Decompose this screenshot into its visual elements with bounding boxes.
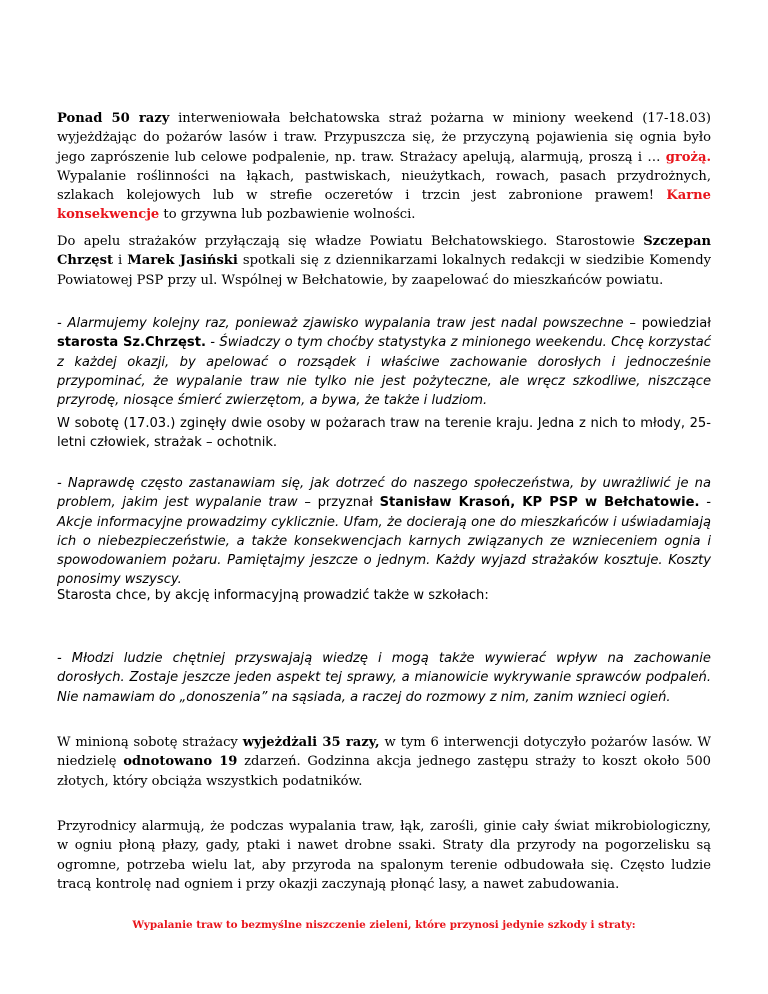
stat-bold: wyjeżdżali 35 razy, (242, 735, 380, 750)
text-run: Starosta chce, by akcję informacyjną prowadzić także w szkołach: (57, 588, 489, 603)
name-bold: starosta Sz.Chrzęst. (57, 335, 206, 351)
paragraph-quote-starosta (57, 314, 711, 410)
name-bold: Marek Jasiński (127, 253, 238, 269)
text-run: zdarzeń. Godzinna akcja jednego zastępu straży to koszt około 500 złotych, który obciąża wszystkich podatników. (57, 754, 711, 789)
quote-italic: - Akcje informacyjne prowadzimy cyklicznie. Ufam, że docierają one do mieszkańców i uświadamiają ich o niebezpieczeństwie, a także konsekwencjach karnych związanych ze wznieceniem ognia i spowodowaniem pożaru. Pamiętajmy jeszcze o jednym. Każdy wyjazd strażaków kosztuje. Koszty ponosimy wszyscy. (57, 495, 711, 588)
text-run: Przyrodnicy alarmują, że podczas wypalania traw, łąk, zarośli, ginie cały świat mikrobiologiczny, w ogniu płoną płazy, gady, ptaki i nawet drobne ssaki. Straty dla przyrody na pogorzelisku są ogromne, potrzeba wielu lat, aby przyroda na spalonym terenie odbudowała się. Często ludzie tracą kontrolę nad ogniem i przy okazji zaczynają płonąć lasy, a nawet zabudowania. (57, 819, 711, 892)
text-run: to grzywna lub pozbawienie wolności. (159, 207, 416, 223)
quote-italic: - Młodzi ludzie chętniej przyswajają wiedzę i mogą także wywierać wpływ na zachowanie dorosłych. Zostaje jeszcze jeden aspekt tej sprawy, a mianowicie wykrywanie sprawców podpaleń. Nie namawiam do „donoszenia” na sąsiada, a raczej do rozmowy z nim, zanim wznieci ogień. (57, 651, 711, 705)
quote-italic: - Alarmujemy kolejny raz, ponieważ zjawisko wypalania traw jest nadal powszechne (57, 316, 624, 331)
paragraph-quote-youth (57, 649, 711, 707)
quote-italic: - Świadczy o tym choćby statystyka z minionego weekendu. Chcę korzystać z każdej okazji, by apelować o rozsądek i właściwe zachowanie dorosłych i jednocześnie przypominać, że wypalanie traw nie tylko nie jest pożyteczne, ale wręcz szkodliwe, niszczące przyrodę, niosące śmierć zwierzętom, a bywa, że także i ludziom. (57, 335, 711, 409)
penalty-highlight: Karne konsekwencje (57, 188, 711, 223)
text-run: w tym 6 interwencji dotyczyło pożarów lasów. W niedzielę (57, 735, 711, 770)
text-run: W minioną sobotę strażacy (57, 735, 243, 750)
quote-italic: - Naprawdę często zastanawiam się, jak dotrzeć do naszego społeczeństwa, by uwrażliwić je na problem, jakim jest wypalanie traw (57, 476, 711, 511)
name-bold: Szczepan Chrzęst (57, 234, 711, 269)
paragraph-quote-krason (57, 474, 711, 590)
text-run: Do apelu strażaków przyłączają się władze Powiatu Bełchatowskiego. Starostowie (57, 234, 644, 249)
text-run: – przyznał (297, 495, 380, 511)
red-caption: Wypalanie traw to bezmyślne niszczenie zieleni, które przynosi jedynie szkody i straty: (132, 919, 636, 931)
paragraph-statistics (57, 733, 711, 791)
text-run: W sobotę (17.03.) zginęły dwie osoby w pożarach traw na terenie kraju. Jedna z nich to młody, 25-letni człowiek, strażak – ochotnik. (57, 416, 711, 451)
threat-highlight: grożą. (665, 149, 711, 165)
lead-bold: Ponad 50 razy (57, 111, 170, 126)
paragraph-authorities (57, 232, 711, 290)
stat-bold: odnotowano 19 (123, 754, 238, 770)
text-run: Wypalanie roślinności na łąkach, pastwiskach, nieużytkach, rowach, pasach przydrożnych, szlakach kolejowych lub w strefie oczeretów i trzcin jest zabronione prawem! (57, 168, 711, 204)
paragraph-victims (57, 414, 711, 453)
text-run: spotkali się z dziennikarzami lokalnych redakcji w siedzibie Komendy Powiatowej PSP przy ul. Wspólnej w Bełchatowie, by zaapelować do mieszkańców powiatu. (57, 253, 711, 288)
paragraph-nature (57, 817, 711, 894)
text-run: interweniowała bełchatowska straż pożarna w miniony weekend (17-18.03) wyjeżdżając do pożarów lasów i traw. Przypuszcza się, że przyczyną pojawienia się ognia było jego zaprószenie lub celowe podpalenie, np. traw. Strażacy apelują, alarmują, proszą i … (57, 111, 712, 165)
paragraph-schools (57, 586, 489, 605)
text-run: – powiedział (623, 316, 711, 331)
paragraph-intro (57, 109, 711, 225)
text-run: i (113, 253, 128, 269)
name-bold: Stanisław Krasoń, KP PSP w Bełchatowie. (379, 495, 700, 511)
